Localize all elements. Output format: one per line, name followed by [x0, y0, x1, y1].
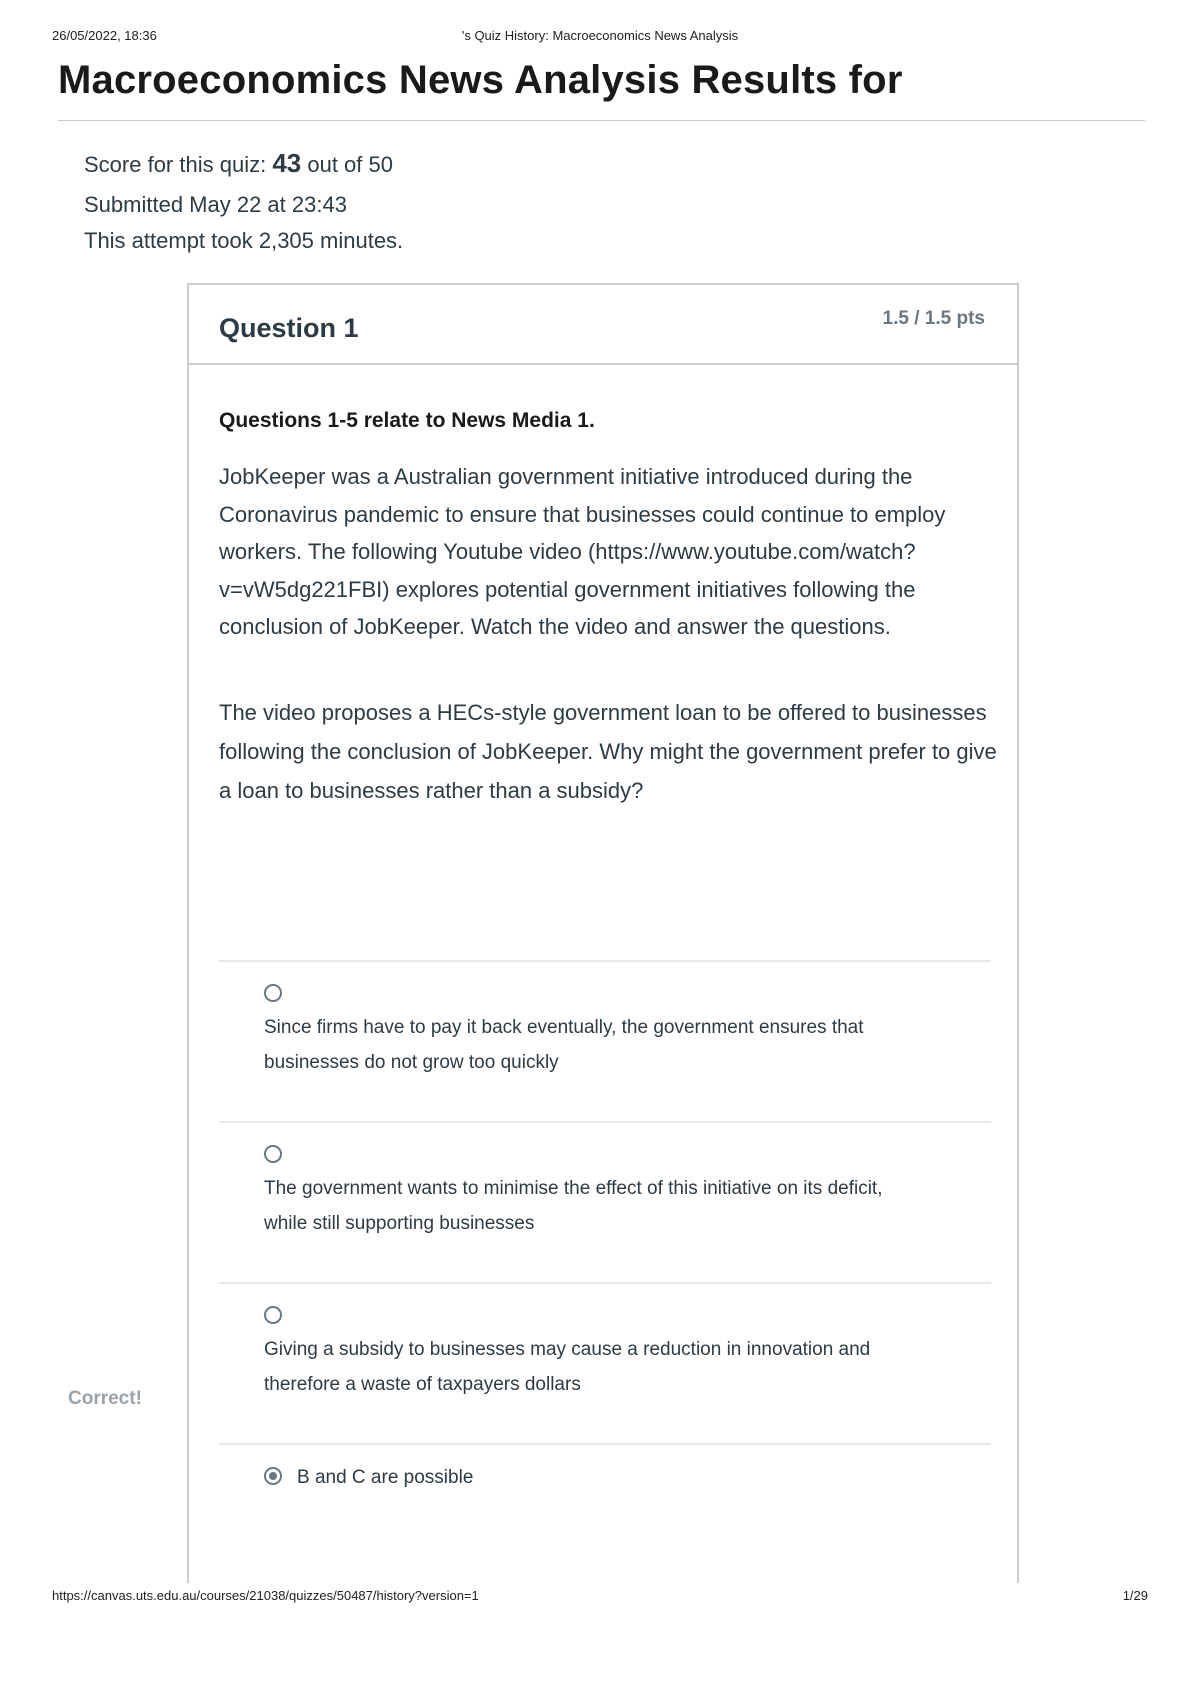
- attempt-duration: This attempt took 2,305 minutes.: [84, 228, 404, 253]
- score-value: 43: [272, 148, 302, 178]
- score-suffix: out of 50: [301, 152, 393, 177]
- question-points: 1.5 / 1.5 pts: [882, 308, 985, 329]
- print-footer: [52, 1588, 1148, 1608]
- question-context: JobKeeper was a Australian government initiative introduced during the Coronavirus pandemic to ensure that businesses could continue to employ workers. The following Youtube video (https://www.youtube.com/watch?v=vW5dg221FBI) explores potential government initiatives following the conclusion of JobKeeper. Watch the video and answer the questions.: [219, 464, 946, 639]
- question-prompt: The video proposes a HECs-style government loan to be offered to businesses following the conclusion of JobKeeper. Why might the government prefer to give a loan to businesses rather than a subsidy?: [219, 700, 997, 803]
- submitted-date: Submitted May 22 at 23:43: [84, 192, 347, 217]
- question-header: [189, 285, 1017, 365]
- print-title: 's Quiz History: Macroeconomics News Analysis: [461, 28, 739, 43]
- question-intro: Questions 1-5 relate to News Media 1.: [219, 409, 595, 432]
- answer-text: Giving a subsidy to businesses may cause a reduction in innovation and therefore a waste of taxpayers dollars: [264, 1339, 871, 1395]
- page-number: 1/29: [1122, 1588, 1148, 1603]
- page-title: Macroeconomics News Analysis Results for: [58, 58, 903, 102]
- print-date: 26/05/2022, 18:36: [52, 28, 157, 43]
- page-url: https://canvas.uts.edu.au/courses/21038/quizzes/50487/history?version=1: [52, 1588, 479, 1603]
- score-line: [84, 148, 393, 179]
- radio-button[interactable]: [264, 1306, 282, 1324]
- radio-button[interactable]: [264, 984, 282, 1002]
- title-divider: [58, 120, 1145, 121]
- answer-text: Since firms have to pay it back eventually, the government ensures that businesses do not grow too quickly: [264, 1017, 864, 1073]
- answer-text: The government wants to minimise the effect of this initiative on its deficit, while still supporting businesses: [264, 1178, 883, 1234]
- correct-answer-flag: Correct!: [68, 1388, 142, 1409]
- question-card: [187, 283, 1019, 1583]
- answer-text: B and C are possible: [297, 1467, 474, 1488]
- answer-option[interactable]: [219, 960, 991, 1122]
- answer-option[interactable]: [219, 1282, 991, 1444]
- question-title: Question 1: [219, 313, 359, 343]
- score-prefix: Score for this quiz:: [84, 152, 273, 177]
- radio-button[interactable]: [264, 1145, 282, 1163]
- answer-option-selected[interactable]: [219, 1443, 991, 1565]
- answer-option[interactable]: [219, 1121, 991, 1283]
- print-header: [52, 28, 1148, 48]
- radio-button-checked[interactable]: [264, 1467, 282, 1485]
